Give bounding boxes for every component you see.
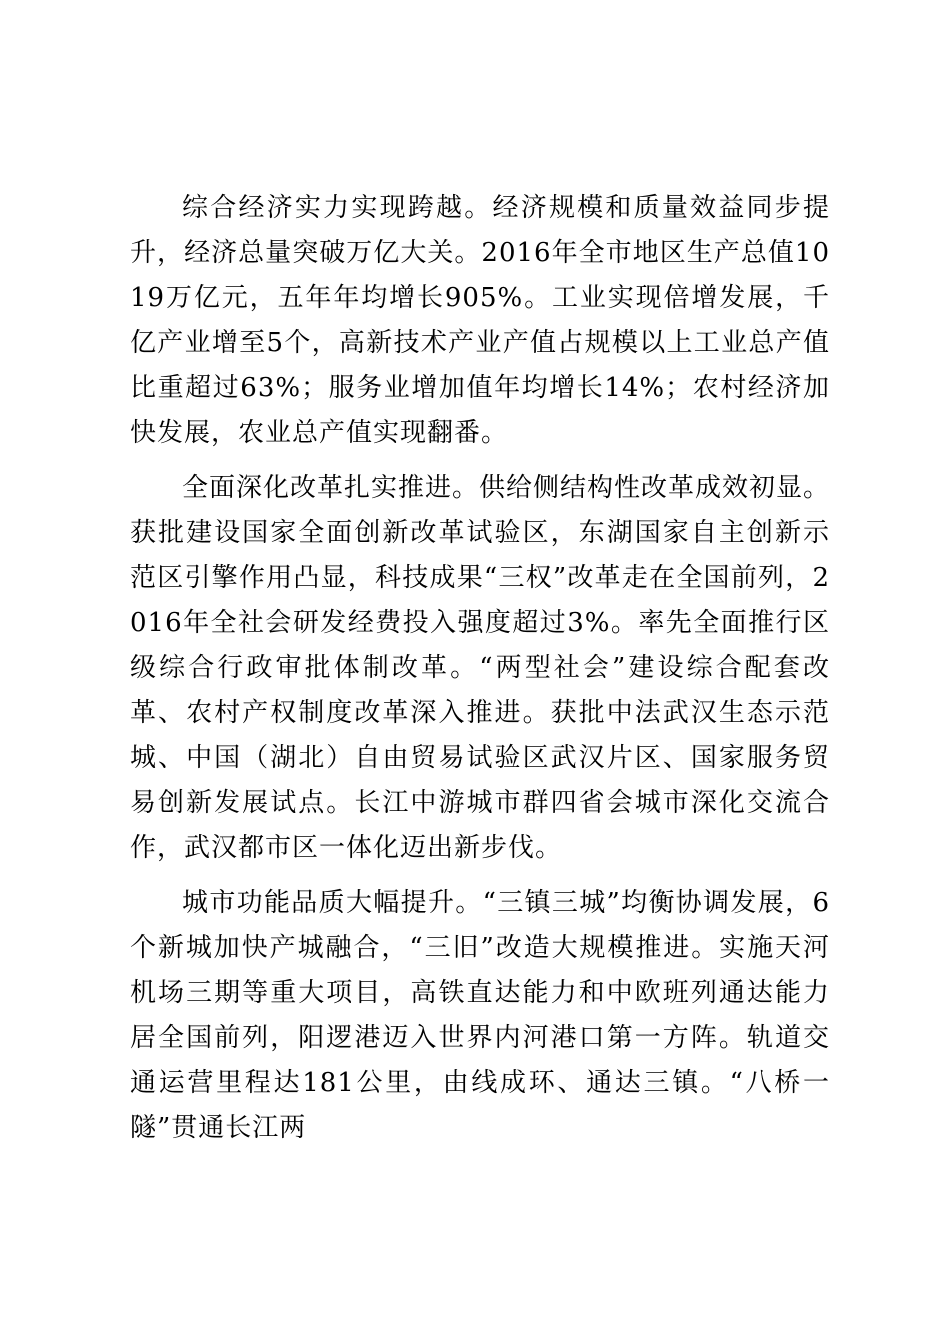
paragraph-city-function: 城市功能品质大幅提升。“三镇三城”均衡协调发展，6个新城加快产城融合，“三旧”改造大规模推进。实施天河机场三期等重大项目，高铁直达能力和中欧班列通达能力居全国前列，阳逻港迈入世界内河港口第一方阵。轨道交通运营里程达181公里，由线成环、通达三镇。“八桥一隧”贯通长江两: [130, 888, 830, 1143]
paragraph-reform: 全面深化改革扎实推进。供给侧结构性改革成效初显。获批建设国家全面创新改革试验区，东湖国家自主创新示范区引擎作用凸显，科技成果“三权”改革走在全国前列，2016年全社会研发经费投入强度超过3%。率先全面推行区级综合行政审批体制改革。“两型社会”建设综合配套改革、农村产权制度改革深入推进。获批中法武汉生态示范城、中国（湖北）自由贸易试验区武汉片区、国家服务贸易创新发展试点。长江中游城市群四省会城市深化交流合作，武汉都市区一体化迈出新步伐。: [130, 473, 831, 863]
document-body: [130, 186, 830, 1161]
paragraph-economy: 综合经济实力实现跨越。经济规模和质量效益同步提升，经济总量突破万亿大关。2016年全市地区生产总值1019万亿元，五年年均增长905%。工业实现倍增发展，千亿产业增至5个，高新技术产业产值占规模以上工业总产值比重超过63%；服务业增加值年均增长14%；农村经济加快发展，农业总产值实现翻番。: [130, 193, 830, 448]
